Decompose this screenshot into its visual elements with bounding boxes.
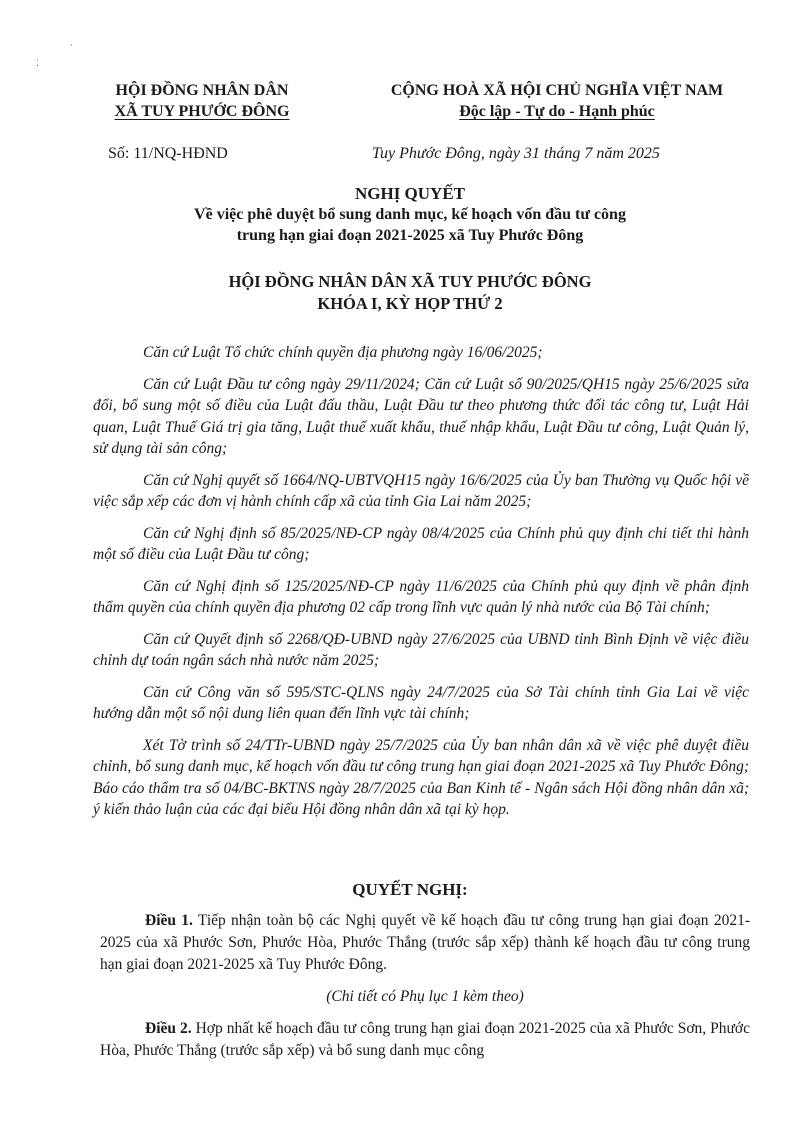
scan-speck: ⁚ [36,58,39,68]
country-name: CỘNG HOÀ XÃ HỘI CHỦ NGHĨA VIỆT NAM [390,82,724,99]
decision-heading: QUYẾT NGHỊ: [352,880,468,899]
council-name: HỘI ĐỒNG NHÂN DÂN XÃ TUY PHƯỚC ĐÔNG [228,272,592,291]
article-text: Tiếp nhận toàn bộ các Nghị quyết về kế hoạch đầu tư công trung hạn giai đoạn 2021-2025 của xã Phước Sơn, Phước Hòa, Phước Thắng (trước sắp xếp) thành kế hoạch đầu tư công trung hạn giai đoạn 2021-2025 xã Tuy Phước Đông. [100,912,750,973]
authority-line-1: HỘI ĐỒNG NHÂN DÂN [115,82,289,99]
article-label: Điều 1. [145,912,193,929]
motto: Độc lập - Tự do - Hạnh phúc [459,103,655,120]
council-session: KHÓA I, KỲ HỌP THỨ 2 [317,294,503,313]
legal-basis-item: Căn cứ Luật Đầu tư công ngày 29/11/2024; Căn cứ Luật số 90/2025/QH15 ngày 25/6/2025 sửa đổi, bổ sung một số điều của Luật đấu thầu, Luật Đầu tư theo phương thức đối tác công tư, Luật Hải quan, Luật Thuế Giá trị gia tăng, Luật thuế xuất khẩu, thuế nhập khẩu, Luật Đầu tư công, Luật Quản lý, sử dụng tài sản công; [93,375,749,457]
legal-basis-item: Căn cứ Quyết định số 2268/QĐ-UBND ngày 27/6/2025 của UBND tỉnh Bình Định về việc điều chỉnh dự toán ngân sách nhà nước năm 2025; [93,630,749,669]
document-number: Số: 11/NQ-HĐND [108,145,228,162]
document-title [80,183,740,246]
article-2 [100,1018,750,1062]
legal-basis-item: Căn cứ Công văn số 595/STC-QLNS ngày 24/7/2025 của Sở Tài chính tỉnh Gia Lai về việc hướng dẫn một số nội dung liên quan đến lĩnh vực tài chính; [93,683,749,722]
scan-speck: · [70,40,73,50]
article-1-note: (Chi tiết có Phụ lục 1 kèm theo) [326,988,524,1005]
article-1 [100,910,750,976]
legal-basis-item: Căn cứ Nghị quyết số 1664/NQ-UBTVQH15 ngày 16/6/2025 của Ủy ban Thường vụ Quốc hội về việc sắp xếp các đơn vị hành chính cấp xã của tỉnh Gia Lai năm 2025; [93,471,749,510]
legal-basis-item: Xét Tờ trình số 24/TTr-UBND ngày 25/7/2025 của Ủy ban nhân dân xã về việc phê duyệt điều chỉnh, bổ sung danh mục, kế hoạch vốn đầu tư công trung hạn giai đoạn 2021-2025 xã Tuy Phước Đông; Báo cáo thẩm tra số 04/BC-BKTNS ngày 28/7/2025 của Ban Kinh tế - Ngân sách Hội đồng nhân dân xã; ý kiến thảo luận của các đại biểu Hội đồng nhân dân xã tại kỳ họp. [93,736,749,818]
article-label: Điều 2. [145,1020,192,1037]
document-date: Tuy Phước Đông, ngày 31 tháng 7 năm 2025 [372,145,660,162]
national-motto [352,80,762,122]
legal-basis-item: Căn cứ Nghị định số 85/2025/NĐ-CP ngày 08/4/2025 của Chính phủ quy định chi tiết thi hành một số điều của Luật Đầu tư công; [93,524,749,563]
council-heading [80,271,740,315]
article-text: Hợp nhất kế hoạch đầu tư công trung hạn giai đoạn 2021-2025 của xã Phước Sơn, Phước Hòa, Phước Thắng (trước sắp xếp) và bổ sung danh mục công [100,1020,751,1059]
title-line-2: trung hạn giai đoạn 2021-2025 xã Tuy Phước Đông [236,227,584,244]
legal-basis-item: Căn cứ Nghị định số 125/2025/NĐ-CP ngày 11/6/2025 của Chính phủ quy định về phân định thẩm quyền của chính quyền địa phương 02 cấp trong lĩnh vực quản lý nhà nước của Bộ Tài chính; [93,577,749,616]
legal-basis-item: Căn cứ Luật Tổ chức chính quyền địa phương ngày 16/06/2025; [143,344,543,361]
document-type: NGHỊ QUYẾT [354,184,466,203]
authority-line-2: XÃ TUY PHƯỚC ĐÔNG [114,103,290,120]
legal-basis [93,342,749,831]
articles [100,910,750,1072]
title-line-1: Về việc phê duyệt bổ sung danh mục, kế hoạch vốn đầu tư công [194,206,626,223]
issuing-authority [82,80,322,122]
